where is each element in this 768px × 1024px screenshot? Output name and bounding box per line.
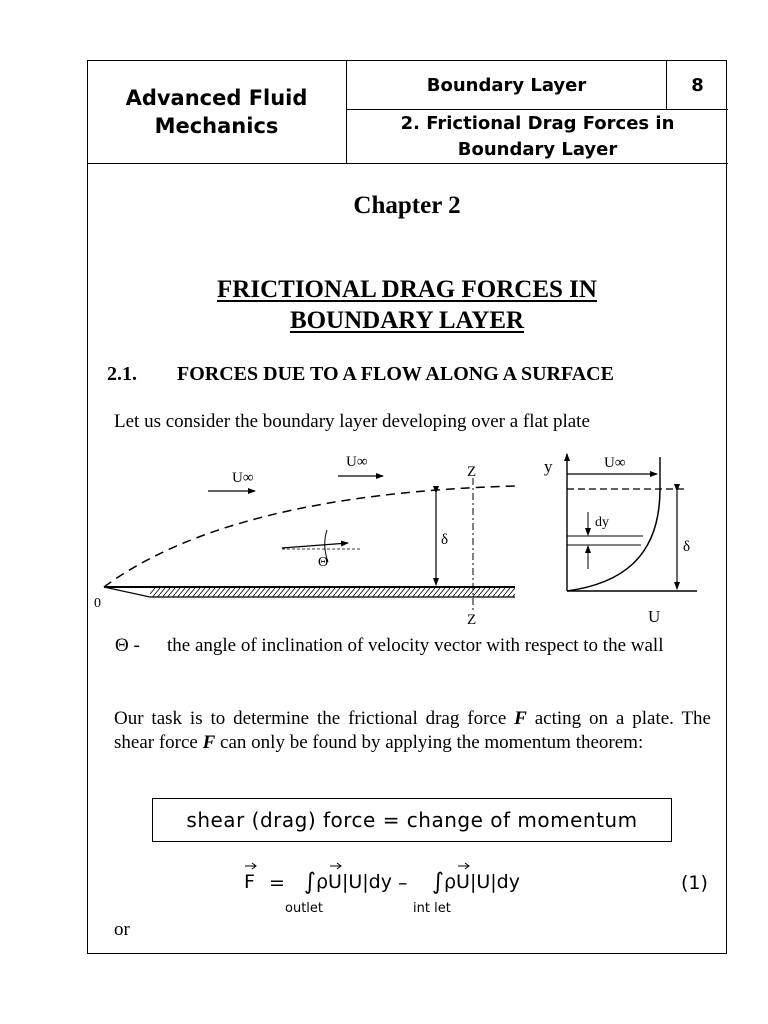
delta-label-right: δ xyxy=(683,539,691,555)
z-label-top: Z xyxy=(467,464,477,480)
delta-label-left: δ xyxy=(441,532,449,548)
course-title-line2: Mechanics xyxy=(154,114,279,138)
section-label-line2: Boundary Layer xyxy=(457,139,618,160)
momentum-theorem-box: shear (drag) force = change of momentum xyxy=(152,798,672,842)
u-inf-label-3: U∞ xyxy=(604,455,626,471)
velocity-vector xyxy=(282,543,348,548)
section-number: 2.1. xyxy=(107,363,137,385)
chapter-heading: Chapter 2 xyxy=(353,192,461,219)
section-heading: FORCES DUE TO A FLOW ALONG A SURFACE xyxy=(177,363,614,385)
integrand-1: ρU|U|dy xyxy=(316,871,392,893)
section-label-line1: 2. Frictional Drag Forces in xyxy=(400,113,675,134)
equation-lhs: F xyxy=(244,871,255,893)
integral-limit-outlet: outlet xyxy=(285,901,323,916)
equation-number: (1) xyxy=(681,872,708,894)
equation-equals: = xyxy=(269,872,285,894)
theta-symbol: Θ - xyxy=(115,635,140,656)
page-number: 8 xyxy=(691,74,704,96)
theta-definition: the angle of inclination of velocity vector with respect to the wall xyxy=(167,635,664,656)
topic-label: Boundary Layer xyxy=(426,74,587,96)
integral-limit-inlet: int let xyxy=(413,901,451,916)
origin-label: 0 xyxy=(94,596,101,611)
integral-sign-1: ∫ xyxy=(304,869,316,895)
u-axis-label: U xyxy=(648,607,661,626)
title-line-2: BOUNDARY LAYER xyxy=(289,307,525,334)
dy-label: dy xyxy=(595,515,609,530)
plate-hatching xyxy=(150,587,515,597)
flat-plate-figure xyxy=(94,454,515,628)
boundary-layer-edge xyxy=(104,486,515,587)
z-label-bottom: Z xyxy=(467,612,477,628)
u-inf-label-1: U∞ xyxy=(232,470,254,486)
course-title-line1: Advanced Fluid xyxy=(125,86,308,110)
y-axis-label: y xyxy=(544,457,553,476)
u-inf-label-2: U∞ xyxy=(346,454,368,470)
title-line-1: FRICTIONAL DRAG FORCES IN xyxy=(217,276,597,303)
theta-label: Θ xyxy=(318,555,329,570)
task-paragraph: Our task is to determine the frictional drag force F acting on a plate. The shear force F can only be found by applying the momentum theorem: xyxy=(114,708,711,753)
integral-sign-2: ∫ xyxy=(432,869,444,895)
trailing-text: or xyxy=(114,919,130,940)
velocity-profile-figure xyxy=(544,454,697,626)
velocity-profile-curve xyxy=(567,489,660,591)
equation-minus: – xyxy=(398,872,408,894)
intro-text: Let us consider the boundary layer developing over a flat plate xyxy=(114,411,590,432)
integrand-2: ρU|U|dy xyxy=(444,871,520,893)
